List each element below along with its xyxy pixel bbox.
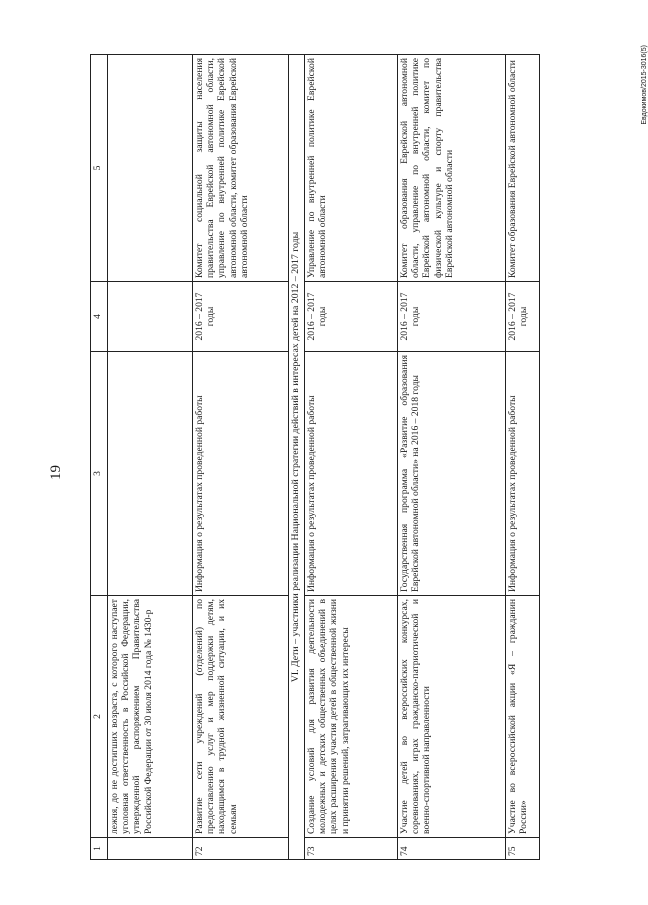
row-number: 74 [398, 838, 506, 860]
table-header-row [91, 55, 108, 860]
period: 2016 – 2017 годы [398, 282, 506, 352]
table-row [193, 55, 289, 860]
row-number: 75 [506, 838, 540, 860]
period: 2016 – 2017 годы [193, 282, 289, 352]
row-number: 72 [193, 838, 289, 860]
period [108, 282, 193, 352]
table-row [108, 55, 193, 860]
page-number: 19 [48, 465, 64, 480]
row-number: 73 [305, 838, 398, 860]
result-form: Государственная программа «Развитие образования Еврейской автономной области» на 2016 – 2018 годы [398, 352, 506, 596]
header-cell: 4 [91, 282, 108, 352]
executor: Управление по внутренней политике Еврейской автономной области [305, 55, 398, 282]
measure-name: лежня, до не достигших возраста, с которого наступает уголовная ответственность в Российской Федерации, утвержденной распоряжением Правительства Российской Федерации от 30 июля 2014 года № 1430-р [108, 596, 193, 838]
document-table [90, 54, 540, 860]
result-form: Информация о результатах проведенной работы [506, 352, 540, 596]
header-cell: 2 [91, 596, 108, 838]
section-title: VI. Дети – участники реализации Национальной стратегии действий в интересах детей на 2012 – 2017 годы [289, 55, 305, 860]
header-cell: 3 [91, 352, 108, 596]
result-form: Информация о результатах проведенной работы [193, 352, 289, 596]
section-header-row [289, 55, 305, 860]
result-form [108, 352, 193, 596]
rotated-page [48, 45, 648, 860]
executor: Комитет образования Еврейской автономной области, управление по внутренней политике Еврейской автономной области, комитет по физической культуре и спорту правительства Еврейской автономной области [398, 55, 506, 282]
measure-name: Участие детей во всероссийских конкурсах, соревнованиях, играх гражданско-патриотической и военно-спортивной направленности [398, 596, 506, 838]
result-form: Информация о результатах проведенной работы [305, 352, 398, 596]
table-row [305, 55, 398, 860]
measure-name: Создание условий для развития деятельности молодежных и детских общественных объединений в целях расширения участия детей в общественной жизни и принятии решений, затрагивающих их интересы [305, 596, 398, 838]
row-number [108, 838, 193, 860]
header-cell: 5 [91, 55, 108, 282]
measure-name: Участие во всероссийской акции «Я – гражданин России» [506, 596, 540, 838]
header-cell: 1 [91, 838, 108, 860]
period: 2016 – 2017 годы [506, 282, 540, 352]
period: 2016 – 2017 годы [305, 282, 398, 352]
measure-name: Развитие сети учреждений (отделений) по предоставлению услуг и мер поддержки детям, находящимся в трудной жизненной ситуации, и их семьям [193, 596, 289, 838]
executor: Комитет образования Еврейской автономной области [506, 55, 540, 282]
executor [108, 55, 193, 282]
executor: Комитет социальной защиты населения правительства Еврейской автономной области, управление по внутренней политике Еврейской автономной области, комитет образования Еврейской автономной области [193, 55, 289, 282]
table-row [398, 55, 506, 860]
table-row [506, 55, 540, 860]
footer-code: Евдокимов/2015-3016(5) [641, 45, 648, 125]
